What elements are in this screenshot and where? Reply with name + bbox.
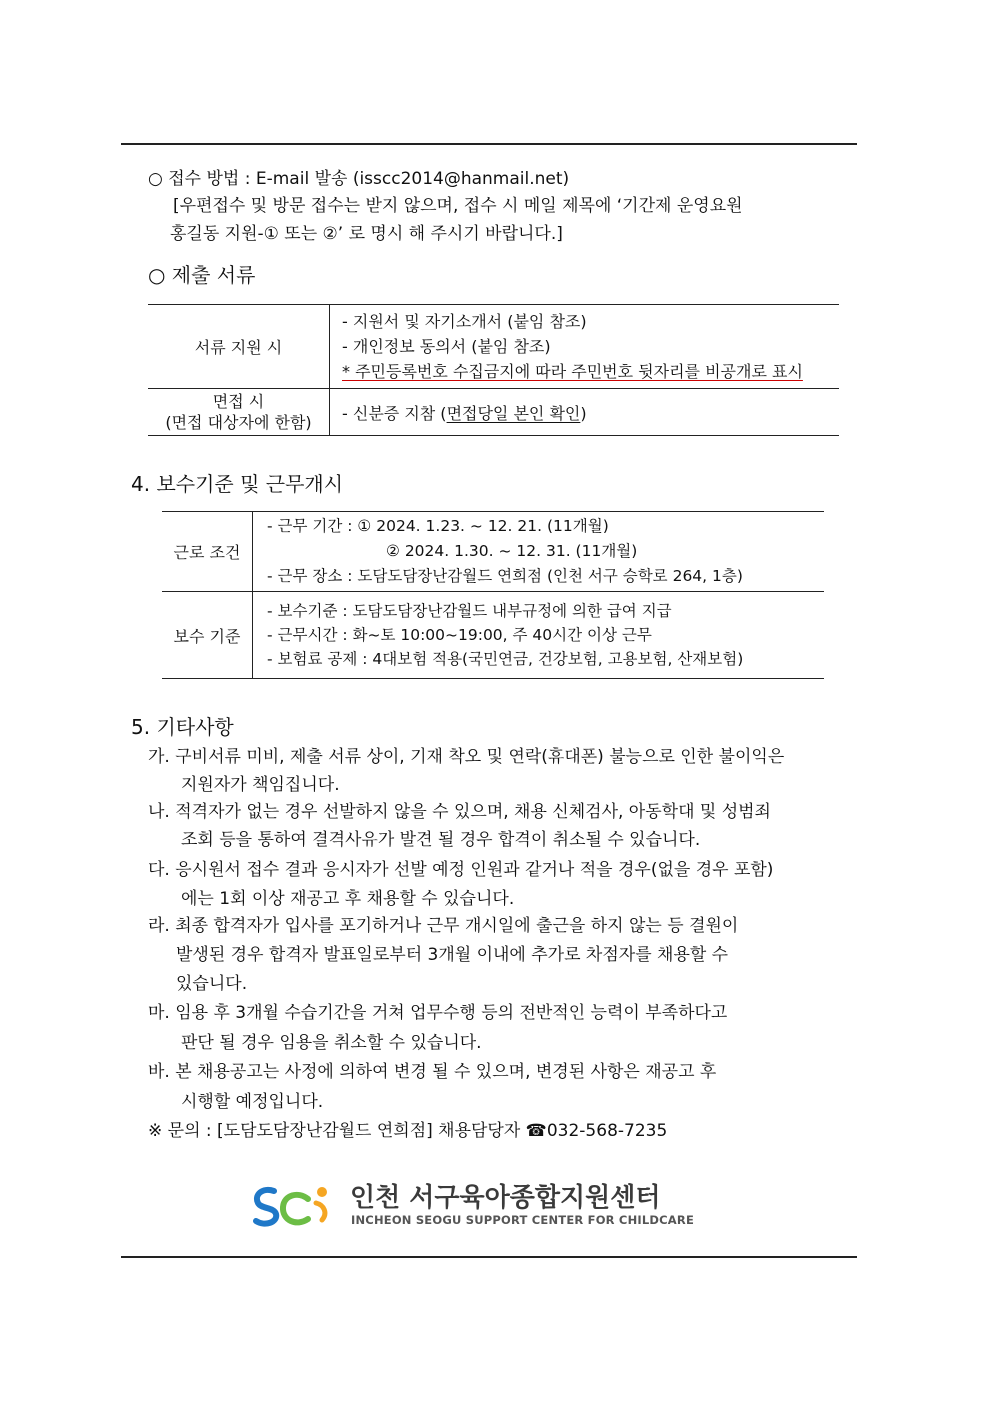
interview-label-line2: (면접 대상자에 한함) xyxy=(165,413,312,432)
center-logo-icon xyxy=(252,1183,334,1231)
table-row xyxy=(148,305,839,389)
work-conditions-label: 근로 조건 xyxy=(162,512,253,592)
interview-label-line1: 면접 시 xyxy=(212,392,265,411)
notice-ba-line2: 시행할 예정입니다. xyxy=(181,1092,324,1112)
section4-heading: 4. 보수기준 및 근무개시 xyxy=(131,472,344,496)
center-name-english: INCHEON SEOGU SUPPORT CENTER FOR CHILDCARE xyxy=(351,1213,695,1227)
notice-da-line2: 에는 1회 이상 재공고 후 채용할 수 있습니다. xyxy=(181,889,515,909)
list-item: - 지원서 및 자기소개서 (붙임 참조) xyxy=(342,312,587,331)
pay-standard-label: 보수 기준 xyxy=(162,592,253,679)
list-item: - 개인정보 동의서 (붙임 참조) xyxy=(342,337,551,356)
table-row xyxy=(162,592,824,679)
work-conditions-items xyxy=(253,512,825,592)
reception-method: ○ 접수 방법 : E-mail 발송 (isscc2014@hanmail.net) xyxy=(148,169,570,189)
list-item: - 보험료 공제 : 4대보험 적용(국민연금, 건강보험, 고용보험, 산재보험) xyxy=(267,650,744,668)
list-item: - 근무 기간 : ① 2024. 1.23. ~ 12. 21. (11개월) xyxy=(267,517,609,535)
notice-ma-line1: 마. 임용 후 3개월 수습기간을 거쳐 업무수행 등의 전반적인 능력이 부족하다고 xyxy=(148,1003,728,1023)
top-rule xyxy=(121,143,857,145)
documents-heading: ○ 제출 서류 xyxy=(148,263,256,287)
notice-na-line1: 나. 적격자가 없는 경우 선발하지 않을 수 있으며, 채용 신체검사, 아동학대 및 성범죄 xyxy=(148,802,771,822)
section5-heading: 5. 기타사항 xyxy=(131,715,234,739)
table-row xyxy=(162,512,824,592)
documents-label-apply: 서류 지원 시 xyxy=(148,305,330,389)
interview-item-suffix: ) xyxy=(580,403,587,423)
center-name-korean: 인천 서구육아종합지원센터 xyxy=(350,1183,661,1213)
notice-ra-line1: 라. 최종 합격자가 입사를 포기하거나 근무 개시일에 출근을 하지 않는 등 결원이 xyxy=(148,916,739,936)
notice-ga-line2: 지원자가 책임집니다. xyxy=(181,775,340,795)
documents-table xyxy=(148,304,839,436)
notice-na-line2: 조회 등을 통하여 결격사유가 발견 될 경우 합격이 취소될 수 있습니다. xyxy=(181,830,701,850)
contact-line: ※ 문의 : [도담도담장난감월드 연희점] 채용담당자 ☎032-568-7235 xyxy=(148,1121,668,1141)
notice-ra-line2: 발생된 경우 합격자 발표일로부터 3개월 이내에 추가로 차점자를 채용할 수 xyxy=(176,945,729,965)
list-item: - 근무 장소 : 도담도담장난감월드 연희점 (인천 서구 승학로 264, 1층) xyxy=(267,567,743,585)
table-row xyxy=(148,389,839,436)
interview-item-underlined: 면접당일 본인 확인 xyxy=(446,403,581,423)
documents-items-interview xyxy=(330,389,840,436)
bottom-rule xyxy=(121,1256,857,1258)
notice-ba-line1: 바. 본 채용공고는 사정에 의하여 변경 될 수 있으며, 변경된 사항은 재공고 후 xyxy=(148,1062,717,1082)
list-item: - 보수기준 : 도담도담장난감월드 내부규정에 의한 급여 지급 xyxy=(267,602,672,620)
reception-note-line2: 홍길동 지원-① 또는 ②’ 로 명시 해 주시기 바랍니다.] xyxy=(170,224,563,244)
pay-table xyxy=(162,511,824,679)
notice-ga-line1: 가. 구비서류 미비, 제출 서류 상이, 기재 착오 및 연락(휴대폰) 불능으로 인한 불이익은 xyxy=(148,747,785,767)
list-item: ② 2024. 1.30. ~ 12. 31. (11개월) xyxy=(386,542,638,560)
documents-label-interview xyxy=(148,389,330,436)
list-item: - 근무시간 : 화~토 10:00~19:00, 주 40시간 이상 근무 xyxy=(267,626,652,644)
notice-ma-line2: 판단 될 경우 임용을 취소할 수 있습니다. xyxy=(181,1033,482,1053)
reception-note-line1: [우편접수 및 방문 접수는 받지 않으며, 접수 시 메일 제목에 ‘기간제 운영요원 xyxy=(173,196,743,216)
notice-ra-line3: 있습니다. xyxy=(176,974,248,994)
interview-item-prefix: - 신분증 지참 ( xyxy=(342,403,447,423)
pay-standard-items xyxy=(253,592,825,679)
notice-da-line1: 다. 응시원서 접수 결과 응시자가 선발 예정 인원과 같거나 적을 경우(없을 경우 포함) xyxy=(148,860,774,880)
list-item-notice: * 주민등록번호 수집금지에 따라 주민번호 뒷자리를 비공개로 표시 xyxy=(342,362,803,381)
documents-items-apply xyxy=(330,305,840,389)
